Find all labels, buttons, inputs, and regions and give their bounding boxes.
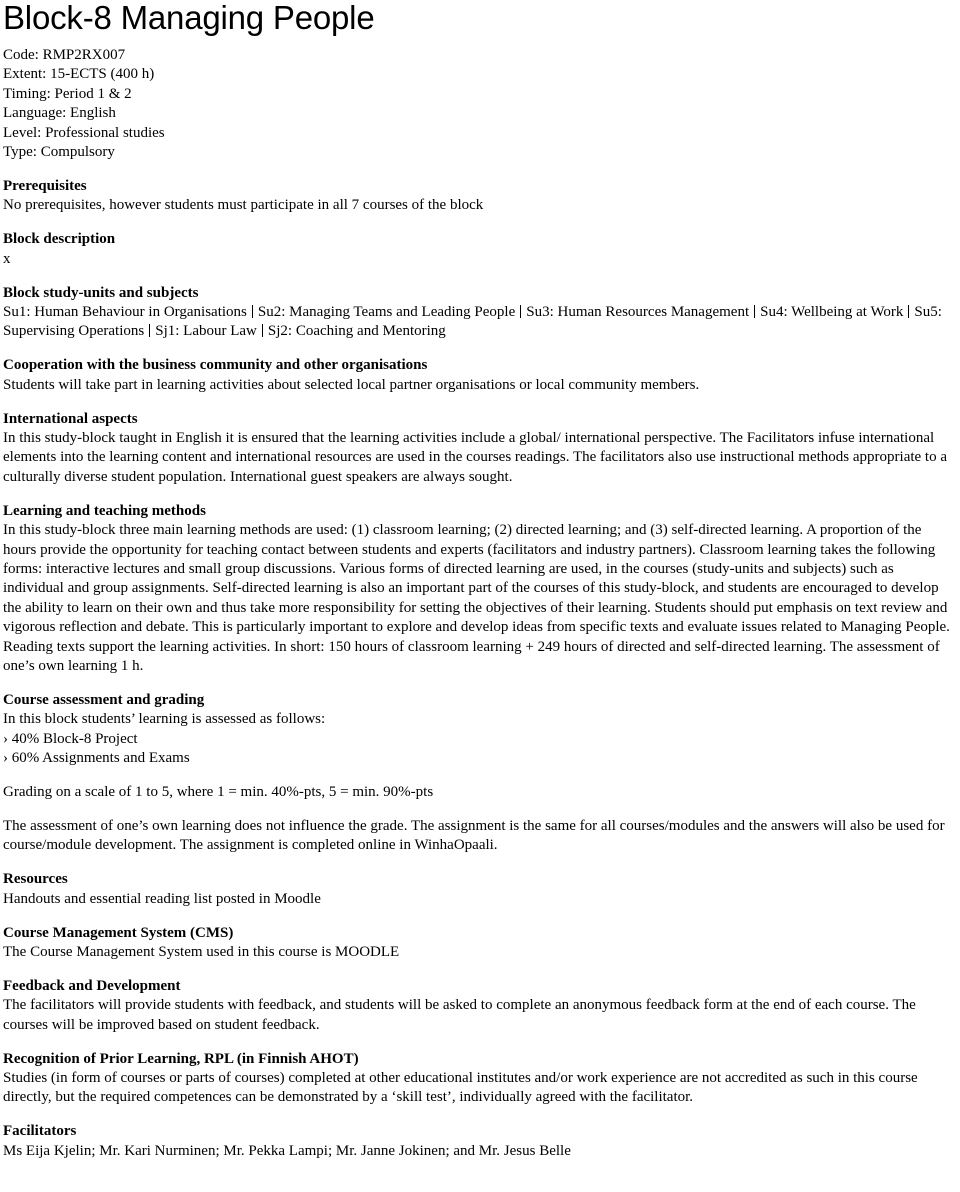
separator xyxy=(262,324,263,337)
study-unit-su3: Su3: Human Resources Management xyxy=(526,303,750,320)
section-learning-methods xyxy=(3,502,955,677)
meta-language: Language: English xyxy=(3,105,116,122)
section-heading: Recognition of Prior Learning, RPL (in Finnish AHOT) xyxy=(3,1050,359,1067)
page-title: Block-8 Managing People xyxy=(3,0,375,36)
assessment-bullet-exams: › 60% Assignments and Exams xyxy=(3,750,190,767)
section-heading: Block study-units and subjects xyxy=(3,284,199,301)
separator xyxy=(252,305,253,318)
section-cms xyxy=(3,924,955,963)
section-text: Studies (in form of courses or parts of courses) completed at other educational institutes and/or work experience are not accredited as such in this course directly, but the required competences can be demonstrated by a ‘skill test’, individually agreed with the facilitator. xyxy=(3,1069,918,1106)
section-heading: Resources xyxy=(3,871,68,888)
section-resources xyxy=(3,870,955,909)
study-unit-sj2: Sj2: Coaching and Mentoring xyxy=(267,323,446,340)
section-heading: Cooperation with the business community and other organisations xyxy=(3,357,428,374)
grading-scale: Grading on a scale of 1 to 5, where 1 = min. 40%-pts, 5 = min. 90%-pts xyxy=(3,784,434,800)
section-text: Students will take part in learning activities about selected local partner organisations or local community members. xyxy=(3,376,700,393)
section-block-description xyxy=(3,230,955,269)
spacer xyxy=(3,802,955,817)
assessment-bullet-project: › 40% Block-8 Project xyxy=(3,730,138,747)
section-cooperation xyxy=(3,356,955,395)
study-unit-su5: Su5: Supervising Operations xyxy=(3,303,942,340)
separator xyxy=(149,324,150,337)
section-text: The facilitators will provide students with feedback, and students will be asked to complete an anonymous feedback form at the end of each course. The courses will be improved based on student feedback. xyxy=(3,997,916,1033)
study-unit-su4: Su4: Wellbeing at Work xyxy=(760,303,904,320)
meta-level: Level: Professional studies xyxy=(3,124,165,141)
meta-code: Code: RMP2RX007 xyxy=(3,47,126,63)
section-assessment xyxy=(3,691,955,856)
section-prerequisites xyxy=(3,177,955,216)
meta-timing: Timing: Period 1 & 2 xyxy=(3,85,132,102)
section-heading: Prerequisites xyxy=(3,177,87,194)
study-units-list xyxy=(3,303,955,342)
section-text: x xyxy=(3,250,11,267)
study-unit-su2: Su2: Managing Teams and Leading People xyxy=(257,303,516,320)
study-unit-su1: Su1: Human Behaviour in Organisations xyxy=(3,303,247,320)
section-heading: International aspects xyxy=(3,410,138,427)
section-text: Ms Eija Kjelin; Mr. Kari Nurminen; Mr. Pekka Lampi; Mr. Janne Jokinen; and Mr. Jesus Belle xyxy=(3,1142,571,1159)
section-heading: Learning and teaching methods xyxy=(3,502,206,519)
separator xyxy=(908,305,909,318)
section-feedback xyxy=(3,977,955,1035)
spacer xyxy=(3,769,955,784)
section-facilitators xyxy=(3,1122,955,1161)
document-page xyxy=(3,0,955,1161)
study-unit-sj1: Sj1: Labour Law xyxy=(155,323,257,340)
section-rpl xyxy=(3,1050,955,1108)
section-heading: Facilitators xyxy=(3,1123,77,1140)
section-heading: Feedback and Development xyxy=(3,977,181,994)
section-text: Handouts and essential reading list posted in Moodle xyxy=(3,890,321,907)
course-meta xyxy=(3,46,955,162)
meta-type: Type: Compulsory xyxy=(3,144,115,161)
separator xyxy=(520,305,521,318)
assessment-intro: In this block students’ learning is assessed as follows: xyxy=(3,711,326,728)
section-text: No prerequisites, however students must participate in all 7 courses of the block xyxy=(3,197,484,214)
section-international xyxy=(3,410,955,488)
separator xyxy=(754,305,755,318)
section-heading: Course Management System (CMS) xyxy=(3,924,234,941)
section-heading: Block description xyxy=(3,231,116,248)
assessment-note: The assessment of one’s own learning does not influence the grade. The assignment is the same for all courses/modules and the answers will also be used for course/module development. The assignment is completed online in WinhaOpaali. xyxy=(3,817,945,854)
section-study-units xyxy=(3,284,955,342)
section-text: In this study-block three main learning methods are used: (1) classroom learning; (2) directed learning; and (3) self-directed learning. A proportion of the hours provide the opportunity for teaching contact between students and experts (facilitators and industry partners). Classroom learning takes the following forms: interactive lectures and small group discussions. Various forms of directed learning are used, in the courses (study-units and subjects) such as individual and group assignments. Self-directed learning is also an important part of the courses of this study-block, and students are encouraged to develop the ability to learn on their own and thus take more responsibility for setting the objectives of their learning. Students should put emphasis on text review and vigorous reflection and debate. This is particularly important to explore and develop ideas from specific texts and evaluate issues related to Managing People. Reading texts support the learning activities. In short: 150 hours of classroom learning + 249 hours of directed and self-directed learning. The assessment of one’s own learning 1 h. xyxy=(3,522,950,674)
section-text: In this study-block taught in English it is ensured that the learning activities include a global/ international perspective. The Facilitators infuse international elements into the learning content and international resources are used in the courses readings. The facilitators also use instructional methods appropriate to a culturally diverse student population. International guest speakers are always sought. xyxy=(3,430,948,485)
meta-extent: Extent: 15-ECTS (400 h) xyxy=(3,66,155,83)
section-text: The Course Management System used in this course is MOODLE xyxy=(3,943,400,960)
section-heading: Course assessment and grading xyxy=(3,691,205,708)
